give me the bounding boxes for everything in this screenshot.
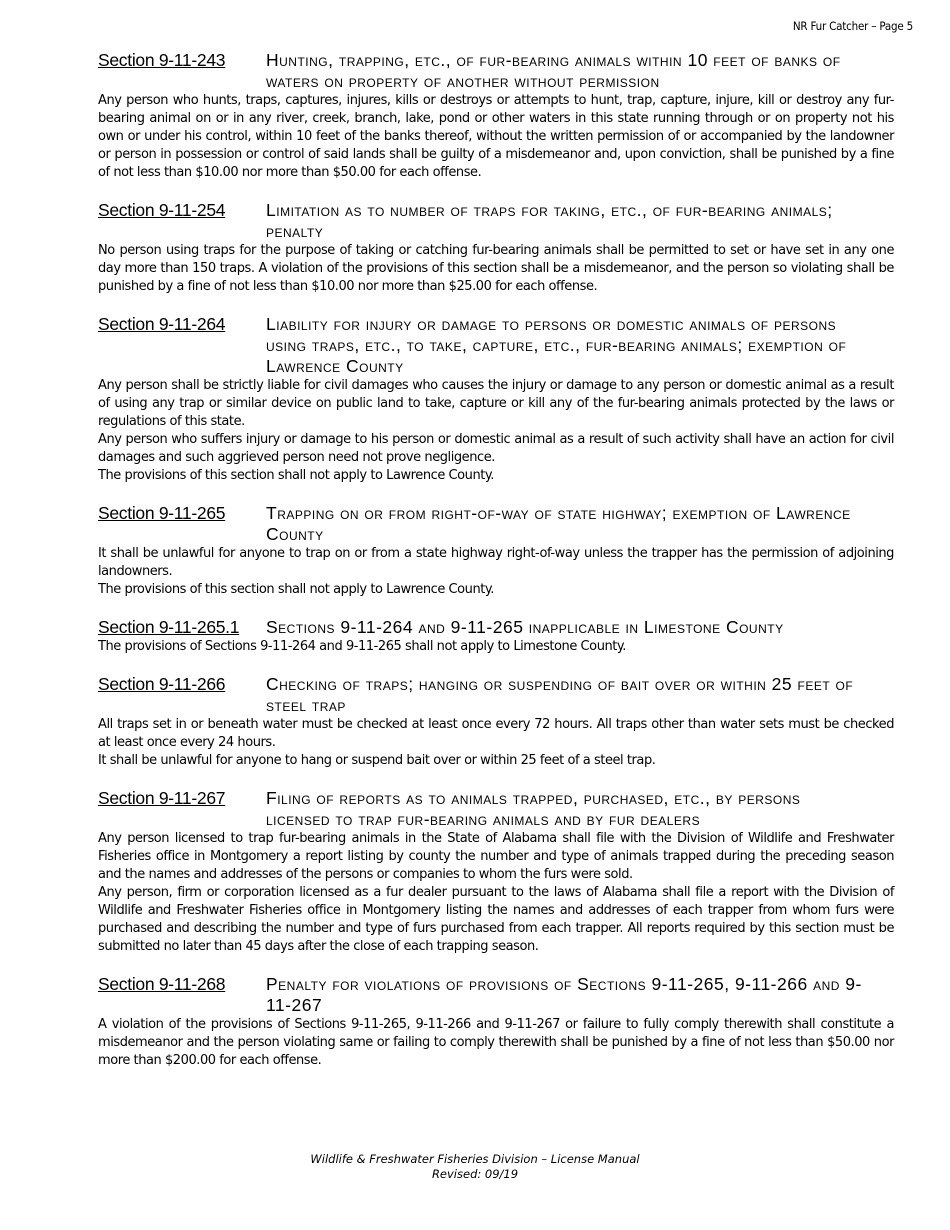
section-paragraph: Any person, firm or corporation licensed as a fur dealer pursuant to the laws of Alabama shall file a report with the Division of Wildlife and Freshwater Fisheries office in Montgomery listing the names and addresses of each trapper from whom furs were purchased and describing the number and type of furs purchased from each trapper. All reports required by this section must be submitted no later than 45 days after the close of each trapping season. [98, 885, 894, 954]
section-title: Trapping on or from right-of-way of state highway; exemption of Lawrence County [266, 503, 851, 544]
section-paragraph: All traps set in or beneath water must be checked at least once every 72 hours. All traps other than water sets must be checked at least once every 24 hours. [98, 717, 894, 750]
section-number: Section 9-11-254 [98, 200, 226, 220]
footer-line-manual: Wildlife & Freshwater Fisheries Division – License Manual [310, 1152, 640, 1166]
section-9-11-265-1 [98, 617, 894, 656]
section-heading [98, 788, 894, 830]
section-title: Limitation as to number of traps for taking, etc., of fur-bearing animals; penalty [266, 200, 833, 241]
section-9-11-254 [98, 200, 894, 296]
section-title: Checking of traps; hanging or suspending of bait over or within 25 feet of steel trap [266, 674, 854, 715]
section-9-11-243 [98, 50, 894, 182]
section-number: Section 9-11-243 [98, 50, 226, 70]
section-heading [98, 617, 894, 638]
document-body [98, 50, 894, 1088]
section-heading [98, 314, 894, 377]
section-paragraph: Any person who hunts, traps, captures, injures, kills or destroys or attempts to hunt, trap, capture, injure, kill or destroy any fur-bearing animal on or in any river, creek, branch, lake, pond or other waters in this state running through or on property not his own or under his control, within 10 feet of the banks thereof, without the written permission of or accompanied by the landowner or person in possession or control of said lands shall be guilty of a misdemeanor and, upon conviction, shall be punished by a fine of not less than $10.00 nor more than $50.00 for each offense. [98, 93, 894, 180]
section-heading [98, 674, 894, 716]
section-paragraph: Any person licensed to trap fur-bearing animals in the State of Alabama shall file with the Division of Wildlife and Freshwater Fisheries office in Montgomery a report listing by county the number and type of animals trapped during the preceding season and the names and addresses of the persons or companies to whom the furs were sold. [98, 831, 894, 882]
page-footer [0, 1152, 950, 1182]
section-paragraph: The provisions of this section shall not apply to Lawrence County. [98, 582, 494, 597]
section-9-11-266 [98, 674, 894, 770]
section-title: Penalty for violations of provisions of Sections 9-11-265, 9-11-266 and 9-11-267 [266, 974, 862, 1015]
section-paragraph: No person using traps for the purpose of taking or catching fur-bearing animals shall be permitted to set or have set in any one day more than 150 traps. A violation of the provisions of this section shall be a misdemeanor, and the person so violating shall be punished by a fine of not less than $10.00 nor more than $25.00 for each offense. [98, 243, 894, 294]
page-header: NR Fur Catcher – Page 5 [792, 19, 913, 33]
section-9-11-265 [98, 503, 894, 599]
section-title: Hunting, trapping, etc., of fur-bearing animals within 10 feet of banks of waters on property of another without permission [266, 50, 841, 91]
section-heading [98, 503, 894, 545]
section-paragraph: The provisions of Sections 9-11-264 and 9-11-265 shall not apply to Limestone County. [98, 639, 626, 654]
section-heading [98, 974, 894, 1016]
section-heading [98, 50, 894, 92]
section-number: Section 9-11-264 [98, 314, 226, 334]
section-paragraph: A violation of the provisions of Sections 9-11-265, 9-11-266 and 9-11-267 or failure to fully comply therewith shall constitute a misdemeanor and the person violating same or failing to comply therewith shall be punished by a fine of not less than $50.00 nor more than $200.00 for each offense. [98, 1017, 894, 1068]
section-number: Section 9-11-266 [98, 674, 226, 694]
section-title: Liability for injury or damage to persons or domestic animals of persons using traps, etc., to take, capture, etc., fur-bearing animals; exemption of Lawrence County [266, 314, 847, 376]
section-title: Sections 9-11-264 and 9-11-265 inapplicable in Limestone County [266, 617, 784, 637]
section-9-11-267 [98, 788, 894, 956]
footer-line-revised: Revised: 09/19 [431, 1167, 519, 1181]
section-paragraph: Any person who suffers injury or damage to his person or domestic animal as a result of such activity shall have an action for civil damages and such aggrieved person need not prove negligence. [98, 432, 894, 465]
section-9-11-268 [98, 974, 894, 1070]
section-heading [98, 200, 894, 242]
section-9-11-264 [98, 314, 894, 485]
section-title: Filing of reports as to animals trapped, purchased, etc., by persons licensed to trap fur-bearing animals and by fur dealers [266, 788, 801, 829]
section-paragraph: It shall be unlawful for anyone to trap on or from a state highway right-of-way unless the trapper has the permission of adjoining landowners. [98, 546, 894, 579]
section-number: Section 9-11-267 [98, 788, 226, 808]
section-number: Section 9-11-265.1 [98, 617, 240, 637]
section-paragraph: It shall be unlawful for anyone to hang or suspend bait over or within 25 feet of a steel trap. [98, 753, 656, 768]
section-number: Section 9-11-265 [98, 503, 226, 523]
section-number: Section 9-11-268 [98, 974, 226, 994]
section-paragraph: The provisions of this section shall not apply to Lawrence County. [98, 468, 494, 483]
section-paragraph: Any person shall be strictly liable for civil damages who causes the injury or damage to any person or domestic animal as a result of using any trap or similar device on public land to take, capture or kill any of the fur-bearing animals protected by the laws or regulations of this state. [98, 378, 894, 429]
